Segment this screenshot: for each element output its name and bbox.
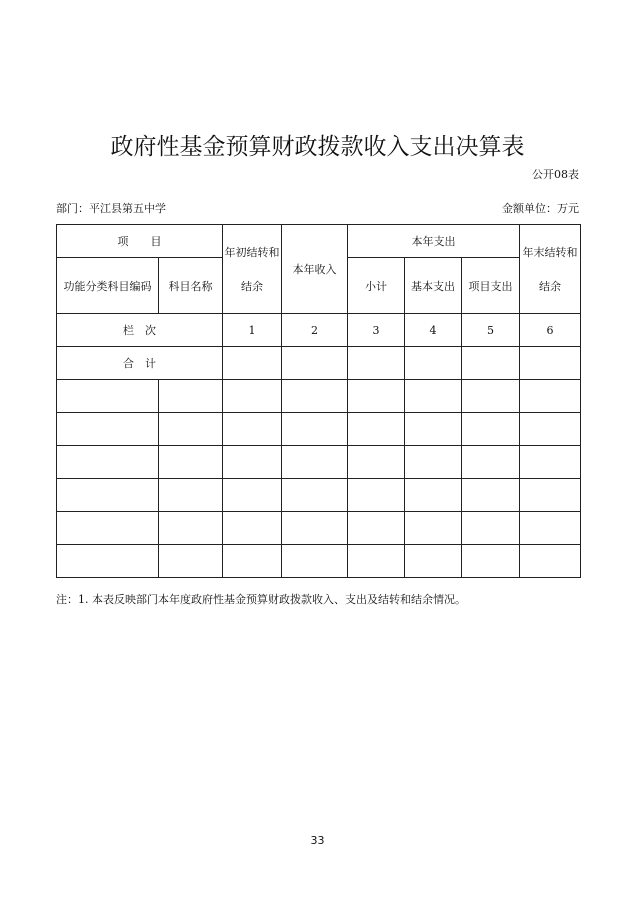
column-num: 3 — [348, 314, 405, 347]
cell — [405, 380, 462, 413]
cell — [282, 479, 348, 512]
cell — [405, 446, 462, 479]
table-row — [57, 512, 581, 545]
header-text: 年末结转和 — [522, 246, 578, 259]
budget-table — [56, 224, 581, 578]
cell — [282, 413, 348, 446]
header-income: 本年收入 — [282, 225, 348, 314]
unit: 金额单位：万元 — [502, 202, 579, 215]
cell — [159, 446, 223, 479]
cell — [462, 380, 520, 413]
cell — [348, 446, 405, 479]
table-row — [57, 413, 581, 446]
cell — [462, 479, 520, 512]
cell — [462, 446, 520, 479]
header-end-balance — [520, 225, 581, 314]
cell — [57, 512, 159, 545]
cell — [520, 380, 581, 413]
cell — [223, 512, 282, 545]
cell — [223, 446, 282, 479]
header-expense: 本年支出 — [348, 225, 520, 258]
cell — [57, 446, 159, 479]
cell — [282, 512, 348, 545]
column-num: 2 — [282, 314, 348, 347]
cell — [405, 512, 462, 545]
cell — [57, 413, 159, 446]
table-row — [57, 479, 581, 512]
header-item: 项 目 — [57, 225, 223, 258]
cell — [405, 545, 462, 578]
cell — [223, 479, 282, 512]
cell — [462, 545, 520, 578]
cell — [462, 413, 520, 446]
header-begin-balance — [223, 225, 282, 314]
cell — [223, 347, 282, 380]
cell — [159, 512, 223, 545]
cell — [282, 347, 348, 380]
cell — [159, 479, 223, 512]
column-label: 栏 次 — [57, 314, 223, 347]
page-number: 33 — [310, 834, 325, 847]
cell — [348, 413, 405, 446]
total-label: 合 计 — [57, 347, 223, 380]
cell — [282, 545, 348, 578]
cell — [520, 446, 581, 479]
cell — [520, 413, 581, 446]
header-text: 年初结转和 — [224, 246, 280, 259]
cell — [462, 512, 520, 545]
table-row — [57, 545, 581, 578]
column-num: 4 — [405, 314, 462, 347]
cell — [405, 413, 462, 446]
cell — [57, 380, 159, 413]
table-row — [57, 446, 581, 479]
header-code: 功能分类科目编码 — [57, 258, 159, 314]
cell — [57, 479, 159, 512]
cell — [348, 512, 405, 545]
cell — [348, 545, 405, 578]
cell — [348, 380, 405, 413]
cell — [57, 545, 159, 578]
column-num: 6 — [520, 314, 581, 347]
cell — [462, 347, 520, 380]
total-row — [57, 347, 581, 380]
cell — [282, 446, 348, 479]
form-code: 公开08表 — [532, 168, 579, 181]
header-basic: 基本支出 — [405, 258, 462, 314]
header-subtotal: 小计 — [348, 258, 405, 314]
footnote: 注：1. 本表反映部门本年度政府性基金预算财政拨款收入、支出及结转和结余情况。 — [56, 593, 466, 606]
cell — [223, 380, 282, 413]
cell — [520, 512, 581, 545]
cell — [159, 413, 223, 446]
cell — [348, 347, 405, 380]
header-text: 结余 — [539, 280, 561, 293]
cell — [348, 479, 405, 512]
page-title: 政府性基金预算财政拨款收入支出决算表 — [110, 134, 525, 160]
header-text: 结余 — [241, 280, 263, 293]
department: 部门：平江县第五中学 — [56, 202, 166, 215]
table-row — [57, 380, 581, 413]
column-num: 1 — [223, 314, 282, 347]
cell — [223, 413, 282, 446]
cell — [159, 380, 223, 413]
cell — [520, 479, 581, 512]
header-name: 科目名称 — [159, 258, 223, 314]
cell — [520, 545, 581, 578]
cell — [159, 545, 223, 578]
cell — [405, 479, 462, 512]
cell — [405, 347, 462, 380]
cell — [223, 545, 282, 578]
cell — [520, 347, 581, 380]
header-project: 项目支出 — [462, 258, 520, 314]
cell — [282, 380, 348, 413]
column-num: 5 — [462, 314, 520, 347]
